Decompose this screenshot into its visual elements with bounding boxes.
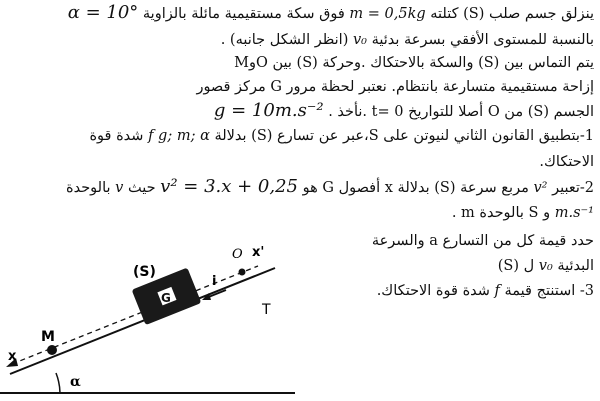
point-m — [47, 345, 57, 355]
text-segment: و S بالوحدة m . — [451, 205, 551, 221]
text-segment: 3- استنتج قيمة — [504, 283, 594, 299]
text-segment: شدة قوة — [89, 128, 144, 144]
gravity-value: g = 10m.s⁻² — [213, 100, 324, 121]
speed-unit: m.s⁻¹ — [554, 205, 594, 221]
text-line-6 — [89, 127, 594, 145]
variables: g; m; α — [158, 128, 210, 144]
text-segment: الاحتكاك. — [539, 154, 594, 170]
friction-symbol: f — [494, 283, 500, 299]
text-line-3 — [234, 54, 594, 72]
inclined-plane-figure — [0, 236, 300, 401]
label-m: M — [41, 329, 55, 345]
label-xprime: x' — [252, 245, 265, 260]
initial-speed-symbol: v₀ — [352, 32, 367, 48]
v2-equation: v² = 3.x + 0,25 — [160, 176, 299, 197]
text-line-1 — [68, 4, 594, 23]
text-segment: 2-تعبير — [552, 180, 594, 196]
text-segment: (انظر الشكل جانبه) . — [220, 32, 349, 48]
text-line-8 — [66, 178, 594, 197]
text-segment: بالنسبة للمستوى الأفقي بسرعة بدئية — [371, 32, 594, 48]
text-line-4 — [196, 78, 594, 96]
label-g: G — [161, 291, 171, 305]
text-segment: ينزلق جسم صلب (S) كتلته — [430, 6, 594, 22]
text-segment: بالوحدة — [66, 180, 111, 196]
text-line-2 — [221, 31, 594, 49]
mass-value: m = 0,5kg — [349, 6, 426, 22]
text-segment: مربع سرعة (S) بدلالة x أفصول G هو — [302, 180, 529, 196]
text-segment: حيث — [127, 180, 156, 196]
text-segment: ل (S) — [497, 258, 535, 274]
label-alpha: α — [70, 374, 81, 390]
text-segment: البدئية — [557, 258, 594, 274]
friction-symbol: f — [148, 128, 154, 144]
label-t: T — [262, 302, 271, 318]
text-segment: إزاحة مستقيمية متسارعة بانتظام. نعتبر لحظة مرور G مركز قصور — [196, 79, 594, 95]
v-symbol: v — [115, 180, 124, 196]
text-segment: فوق سكة مستقيمية مائلة بالزاوية — [142, 6, 345, 22]
text-line-12 — [377, 282, 594, 300]
incline-line — [10, 268, 275, 374]
text-segment: يتم التماس بين (S) والسكة بالاحتكاك .وحركة (S) بين — [272, 55, 594, 71]
angle-value: α = 10° — [67, 2, 139, 23]
text-line-9 — [452, 204, 594, 222]
angle-arc — [56, 373, 60, 393]
text-segment: الجسم (S) من O أصلا للتواريخ t= 0 .نأخذ . — [328, 104, 594, 120]
label-i: i — [212, 274, 217, 289]
label-o: O — [232, 247, 243, 262]
text-line-5 — [214, 102, 594, 121]
text-segment: شدة قوة الاحتكاك. — [376, 283, 490, 299]
text-segment: OوM — [234, 55, 268, 71]
text-line-11 — [498, 257, 594, 275]
label-x: x — [8, 349, 17, 364]
text-segment: حدد قيمة كل من التسارع a والسرعة — [371, 233, 594, 249]
text-line-7 — [539, 153, 594, 171]
initial-speed-symbol: v₀ — [538, 258, 553, 274]
text-line-10 — [372, 232, 594, 250]
v-squared-symbol: v² — [533, 180, 548, 196]
label-s: (S) — [133, 264, 156, 280]
point-o — [239, 269, 246, 276]
text-segment: 1-بتطبيق القانون الثاني لنيوتن على S،عبر عن تسارع (S) بدلالة — [214, 128, 594, 144]
